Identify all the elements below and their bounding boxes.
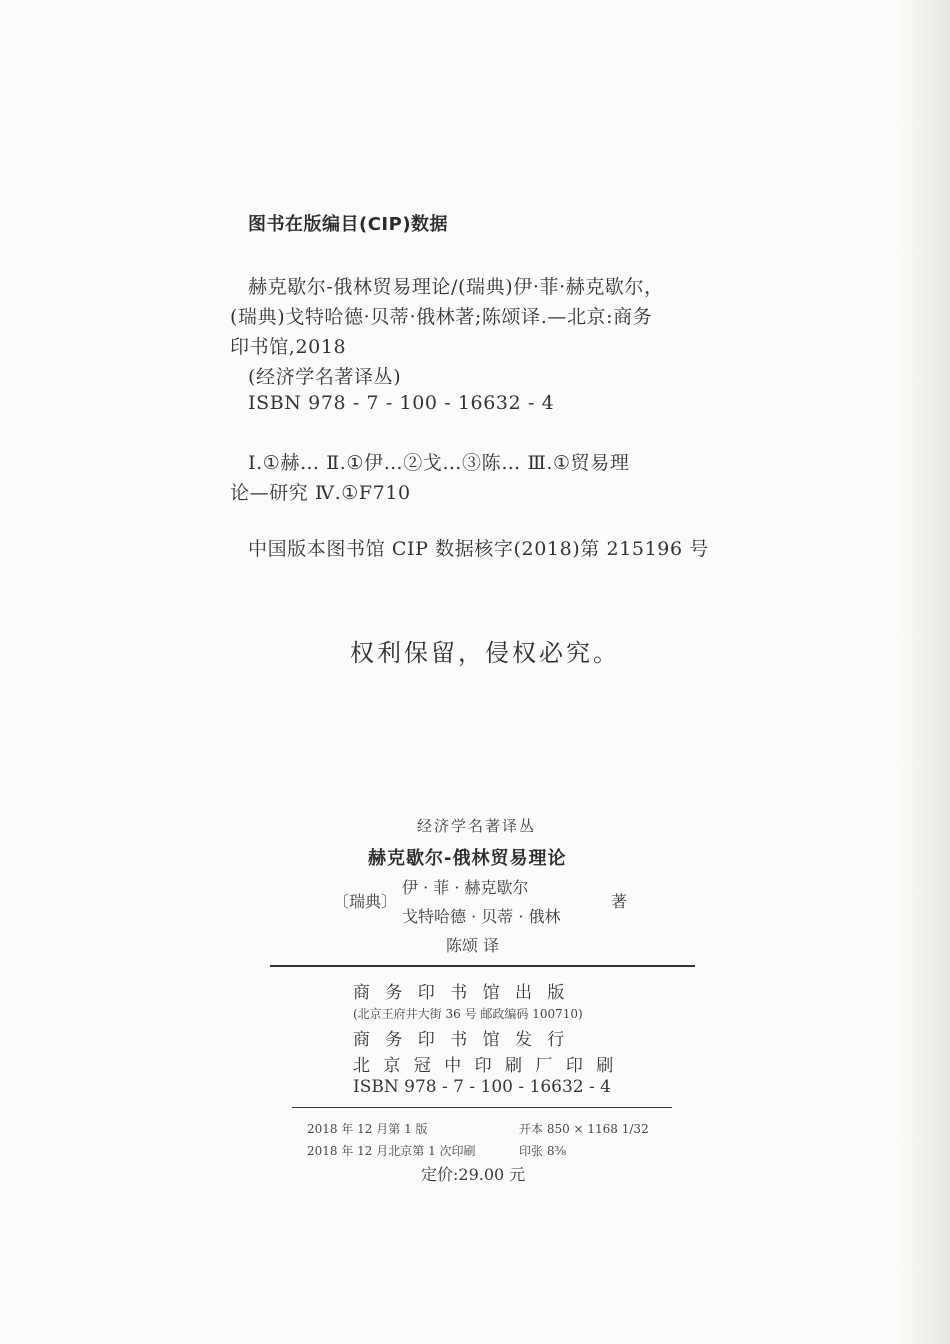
publisher-address: (北京王府井大街 36 号 邮政编码 100710) <box>353 1007 583 1021</box>
cip-line-1: 赫克歇尔-俄林贸易理论/(瑞典)伊·菲·赫克歇尔， <box>248 276 664 298</box>
printing: 2018 年 12 月北京第 1 次印刷 <box>307 1144 476 1158</box>
imprint-top-rule <box>270 965 695 967</box>
cip-isbn: ISBN 978 - 7 - 100 - 16632 - 4 <box>248 392 555 414</box>
printed-sheets: 印张 8⅜ <box>519 1144 567 1158</box>
series-name: 经济学名著译丛 <box>417 817 537 835</box>
book-title: 赫克歇尔-俄林贸易理论 <box>368 848 567 869</box>
author-2: 戈特哈德 · 贝蒂 · 俄林 <box>402 907 561 926</box>
imprint-isbn: ISBN 978 - 7 - 100 - 16632 - 4 <box>353 1077 611 1097</box>
page-edge-shadow <box>892 0 950 1344</box>
author-1: 伊 · 菲 · 赫克歇尔 <box>402 878 529 897</box>
publisher: 商 务 印 书 馆 出 版 <box>353 983 570 1003</box>
cip-core-number: 中国版本图书馆 CIP 数据核字(2018)第 215196 号 <box>248 538 709 560</box>
author-role: 著 <box>611 892 628 911</box>
edition: 2018 年 12 月第 1 版 <box>307 1122 428 1136</box>
price: 定价:29.00 元 <box>421 1165 526 1184</box>
author-nationality: 〔瑞典〕 <box>333 892 398 911</box>
cip-heading: 图书在版编目(CIP)数据 <box>248 214 449 235</box>
printer: 北 京 冠 中 印 刷 厂 印 刷 <box>353 1056 618 1076</box>
imprint-bottom-rule <box>292 1107 672 1108</box>
distributor: 商 务 印 书 馆 发 行 <box>353 1030 570 1050</box>
cip-classification-1: Ⅰ.①赫… Ⅱ.①伊…②戈…③陈… Ⅲ.①贸易理 <box>248 452 630 474</box>
book-format: 开本 850 × 1168 1/32 <box>519 1122 649 1136</box>
cip-line-4: (经济学名著译丛) <box>248 366 402 388</box>
translator: 陈颂 译 <box>446 936 500 955</box>
cip-line-2: (瑞典)戈特哈德·贝蒂·俄林著;陈颂译.—北京:商务 <box>230 306 653 328</box>
rights-notice: 权利保留，侵权必究。 <box>350 639 620 667</box>
cip-classification-2: 论—研究 Ⅳ.①F710 <box>230 482 411 504</box>
cip-line-3: 印书馆,2018 <box>230 336 347 358</box>
